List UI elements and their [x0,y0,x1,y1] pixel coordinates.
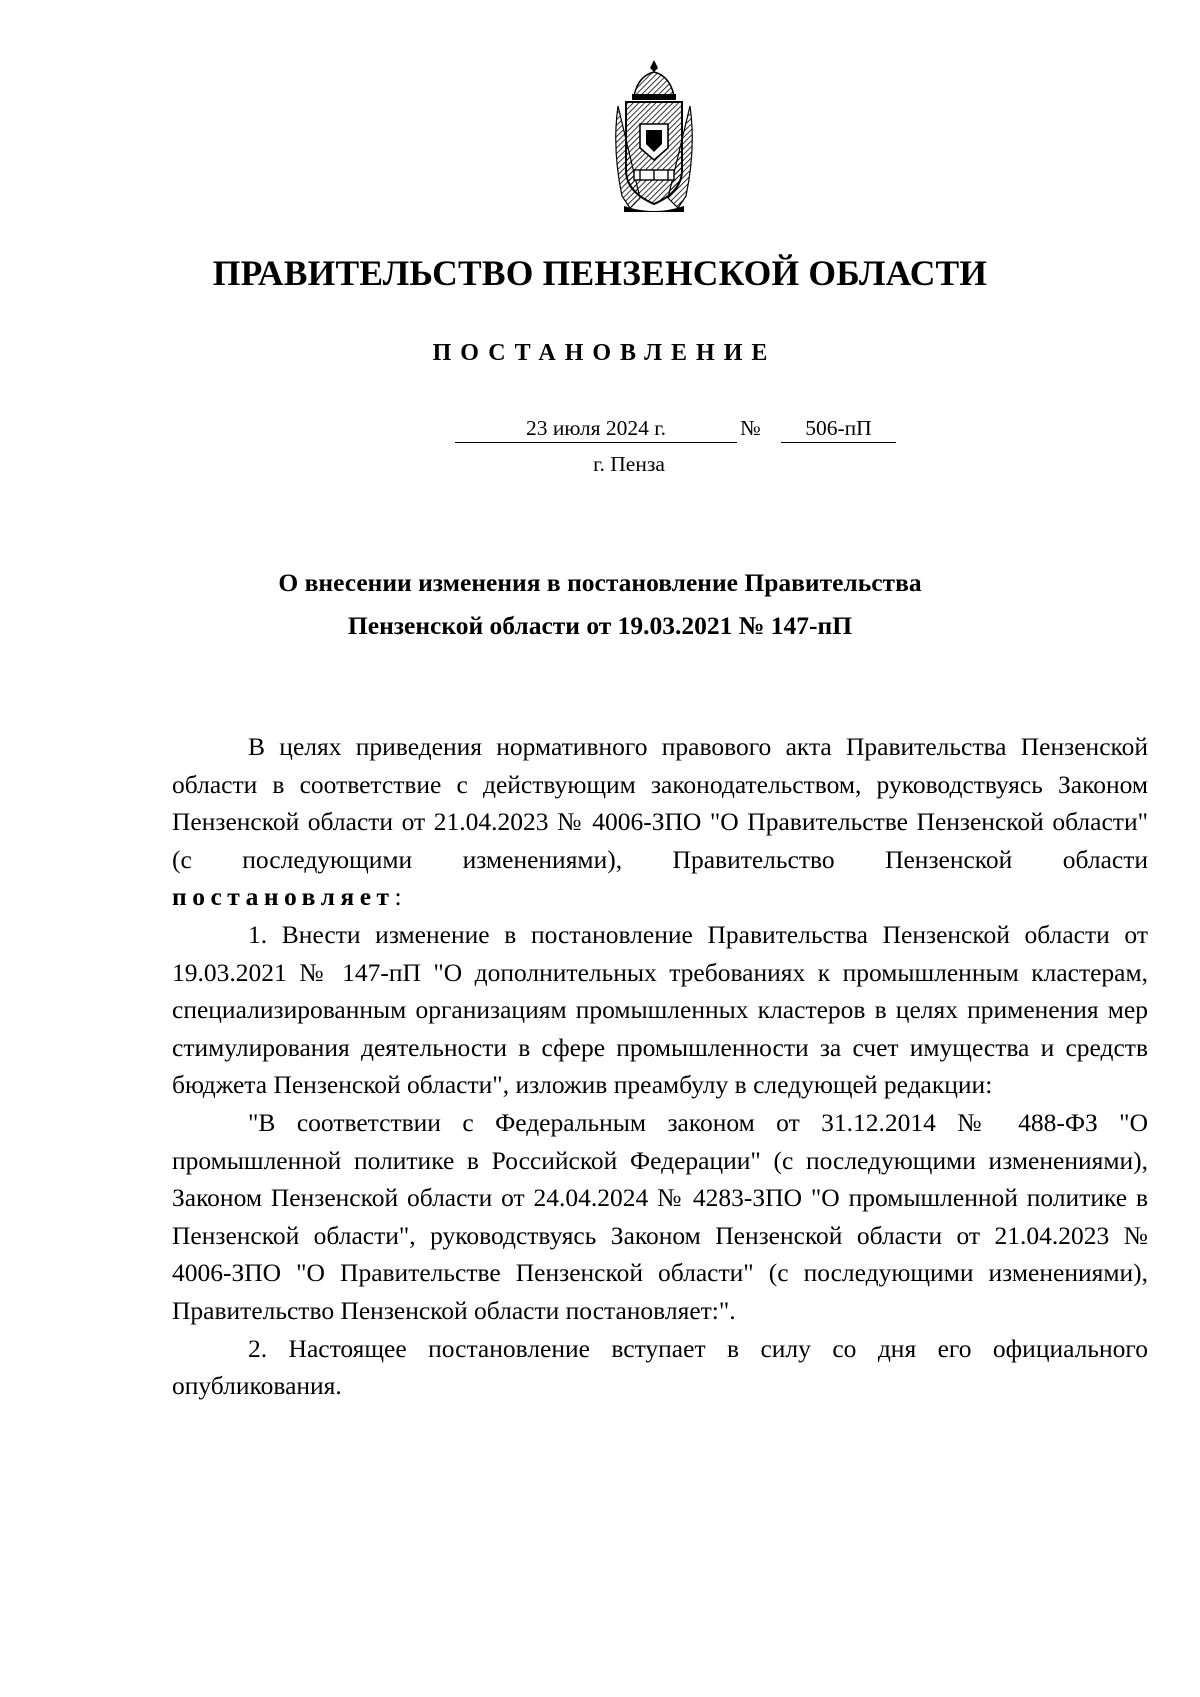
resolves-word: постановляет [172,882,395,912]
organization-title: ПРАВИТЕЛЬСТВО ПЕНЗЕНСКОЙ ОБЛАСТИ [212,253,988,293]
item-1-paragraph: 1. Внести изменение в постановление Правительства Пензенской области от 19.03.2021 № 147-пП "О дополнительных требованиях к промышленным кластерам, специализированным организациям промышленных кластеров в целях применения мер стимулирования деятельности в сфере промышленности за счет имущества и средств бюджета Пензенской области", изложив преамбулу в следующей редакции: [172,919,1148,1100]
document-place: г. Пенза [593,452,665,476]
document-body [172,728,1148,1405]
preamble-text: В целях приведения нормативного правового акта Правительства Пензенской области в соответствие с действующим законодательством, руководствуясь Законом Пензенской области от 21.04.2023 № 4006-ЗПО "О Правительстве Пензенской области" (с последующими изменениями), Правительство Пензенской области [172,732,1148,874]
item-2-paragraph: 2. Настоящее постановление вступает в силу со дня его официального опубликования. [172,1333,1148,1401]
document-type: ПОСТАНОВЛЕНИЕ [432,340,777,366]
subject-line-1: О внесении изменения в постановление Правительства [278,568,922,597]
coat-of-arms-icon [604,58,704,214]
preamble-paragraph [172,728,1148,916]
subject-line-2: Пензенской области от 19.03.2021 № 147-пП [347,611,853,640]
document-date: 23 июля 2024 г. [455,416,737,443]
document-subject [200,561,1000,647]
number-sign: № [740,416,761,440]
document-number: 506-пП [781,416,896,443]
quoted-preamble-paragraph: "В соответствии с Федеральным законом от 31.12.2014 № 488-ФЗ "О промышленной политике в Российской Федерации" (с последующими изменениями), Законом Пензенской области от 24.04.2024 № 4283-ЗПО "О промышленной политике в Пензенской области", руководствуясь Законом Пензенской области от 21.04.2023 № 4006-ЗПО "О Правительстве Пензенской области" (с последующими изменениями), Правительство Пензенской области постановляет:". [172,1107,1148,1325]
preamble-end: : [394,882,402,912]
